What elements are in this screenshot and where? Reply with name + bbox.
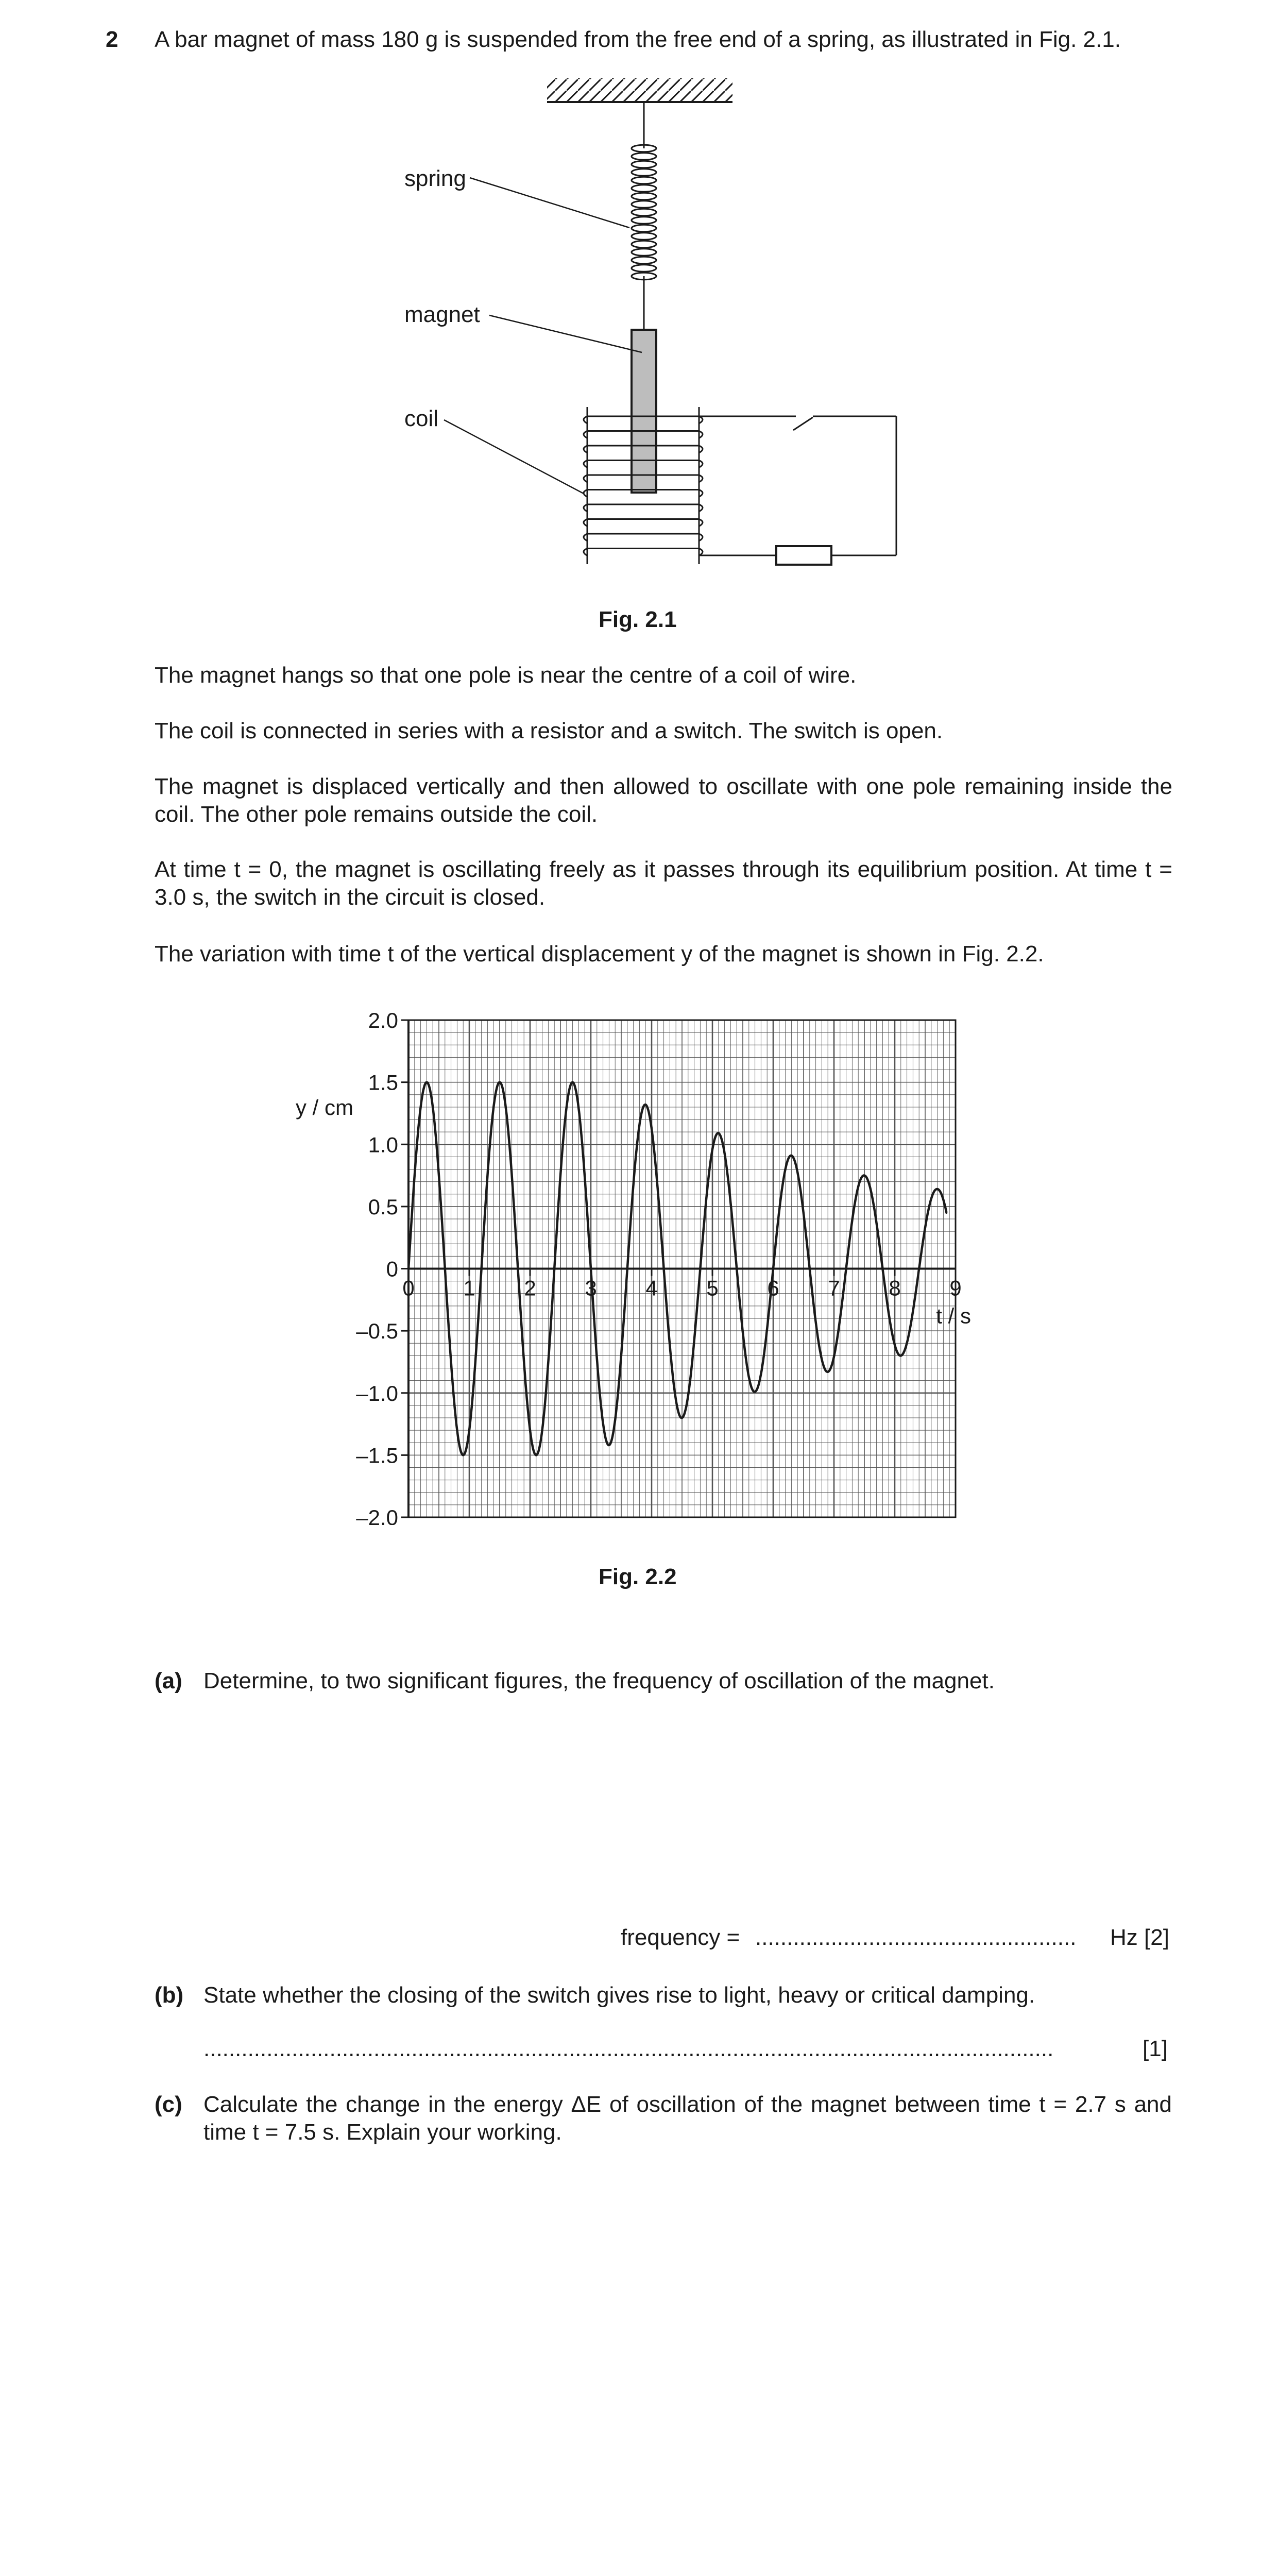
y-tick-label: 1.0 — [368, 1132, 398, 1157]
paragraph-4: At time t = 0, the magnet is oscillating freely as it passes through its equilibrium position. At time t = 3.0 s, the switch in the circuit is closed. — [155, 857, 1172, 910]
spring-coil-loop — [632, 193, 656, 200]
spring-coil-loop — [632, 241, 656, 248]
figure-2-1 — [0, 0, 1278, 598]
curve-point — [572, 1081, 574, 1083]
y-tick-label: 0.5 — [368, 1194, 398, 1219]
spring-coil-loop — [632, 153, 656, 160]
figure-2-2-caption: Fig. 2.2 — [599, 1564, 677, 1589]
x-tick-label: 7 — [828, 1276, 840, 1300]
ceiling-support — [547, 78, 732, 102]
x-tick-label: 2 — [524, 1276, 536, 1300]
curve-point — [499, 1081, 501, 1083]
spring-coil-loop — [632, 161, 656, 168]
x-axis-label: t / s — [936, 1303, 971, 1328]
frequency-answer-line[interactable]: ................................................... — [755, 1925, 1077, 1950]
y-tick-label: –2.0 — [356, 1505, 398, 1525]
y-tick-label: 1.5 — [368, 1070, 398, 1095]
x-tick-label: 4 — [645, 1276, 658, 1300]
part-b-text: State whether the closing of the switch gives rise to light, heavy or critical damping. — [203, 1982, 1035, 2008]
bar-magnet — [632, 330, 656, 493]
part-a-text: Determine, to two significant figures, the frequency of oscillation of the magnet. — [203, 1668, 995, 1693]
x-tick-label: 3 — [585, 1276, 597, 1300]
frequency-answer-suffix: Hz [2] — [1110, 1925, 1169, 1950]
y-tick-label: 0 — [386, 1257, 398, 1281]
x-tick-label: 9 — [949, 1276, 962, 1300]
spring-coil-loop — [632, 169, 656, 176]
curve-point — [863, 1175, 865, 1177]
damping-answer-line[interactable]: ....................................................................................................................................... — [203, 2036, 1054, 2061]
y-tick-label: –1.5 — [356, 1443, 398, 1468]
figure-2-1-caption: Fig. 2.1 — [599, 607, 677, 632]
paragraph-3: The magnet is displaced vertically and then allowed to oscillate with one pole remaining inside the coil. The other pole remains outside the coil. — [155, 774, 1172, 827]
part-b-marks: [1] — [1143, 2036, 1168, 2061]
spring-coil-loop — [632, 265, 656, 272]
spring-coil-loop — [632, 257, 656, 264]
spring-coil-loop — [632, 217, 656, 224]
part-a-label: (a) — [155, 1668, 182, 1693]
resistor — [776, 546, 831, 565]
x-tick-label: 1 — [463, 1276, 475, 1300]
spring-coil-loop — [632, 225, 656, 232]
curve-point — [790, 1155, 792, 1157]
paragraph-1: The magnet hangs so that one pole is near the centre of a coil of wire. — [155, 663, 857, 688]
curve-point — [827, 1371, 829, 1373]
question-number: 2 — [106, 27, 118, 52]
curve-point — [407, 1268, 410, 1270]
part-b-label: (b) — [155, 1982, 184, 2008]
spring-label: spring — [404, 166, 466, 191]
x-tick-label: 5 — [706, 1276, 719, 1300]
curve-point — [535, 1454, 537, 1456]
y-tick-label: –1.0 — [356, 1381, 398, 1405]
curve-point — [425, 1081, 428, 1083]
curve-point — [681, 1417, 683, 1419]
spring-coil-loop — [632, 177, 656, 184]
spring-drawing — [632, 102, 656, 330]
curve-point — [936, 1188, 939, 1190]
curve-point — [644, 1104, 646, 1106]
curve-point — [608, 1444, 610, 1446]
paragraph-5: The variation with time t of the vertical displacement y of the magnet is shown in Fig. 2.2. — [155, 941, 1044, 967]
coil-label: coil — [404, 406, 439, 431]
curve-point — [945, 1212, 947, 1214]
x-tick-label: 8 — [889, 1276, 901, 1300]
x-tick-label: 0 — [402, 1276, 415, 1300]
spring-coil-loop — [632, 209, 656, 216]
spring-coil-loop — [632, 185, 656, 192]
y-tick-label: –0.5 — [356, 1319, 398, 1344]
y-tick-label: 2.0 — [368, 1008, 398, 1032]
curve-point — [718, 1132, 720, 1134]
part-c-label: (c) — [155, 2092, 182, 2117]
part-c-text: Calculate the change in the energy ΔE of oscillation of the magnet between time t = 2.7 s and time t = 7.5 s. Explain your working. — [203, 2092, 1172, 2145]
paragraph-2: The coil is connected in series with a resistor and a switch. The switch is open. — [155, 718, 943, 743]
question-intro: A bar magnet of mass 180 g is suspended from the free end of a spring, as illustrated in Fig. 2.1. — [155, 27, 1121, 52]
figure-2-2-chart — [0, 999, 1278, 1525]
curve-point — [900, 1354, 902, 1357]
circuit-wires — [699, 416, 896, 555]
y-axis-label: y / cm — [296, 1095, 353, 1120]
curve-point — [462, 1454, 464, 1456]
spring-coil-loop — [632, 201, 656, 208]
x-tick-label: 6 — [767, 1276, 779, 1300]
magnet-label: magnet — [404, 302, 480, 327]
frequency-answer-prefix: frequency = — [621, 1925, 740, 1950]
spring-coil-loop — [632, 233, 656, 240]
curve-point — [754, 1391, 756, 1393]
spring-coil-loop — [632, 249, 656, 256]
